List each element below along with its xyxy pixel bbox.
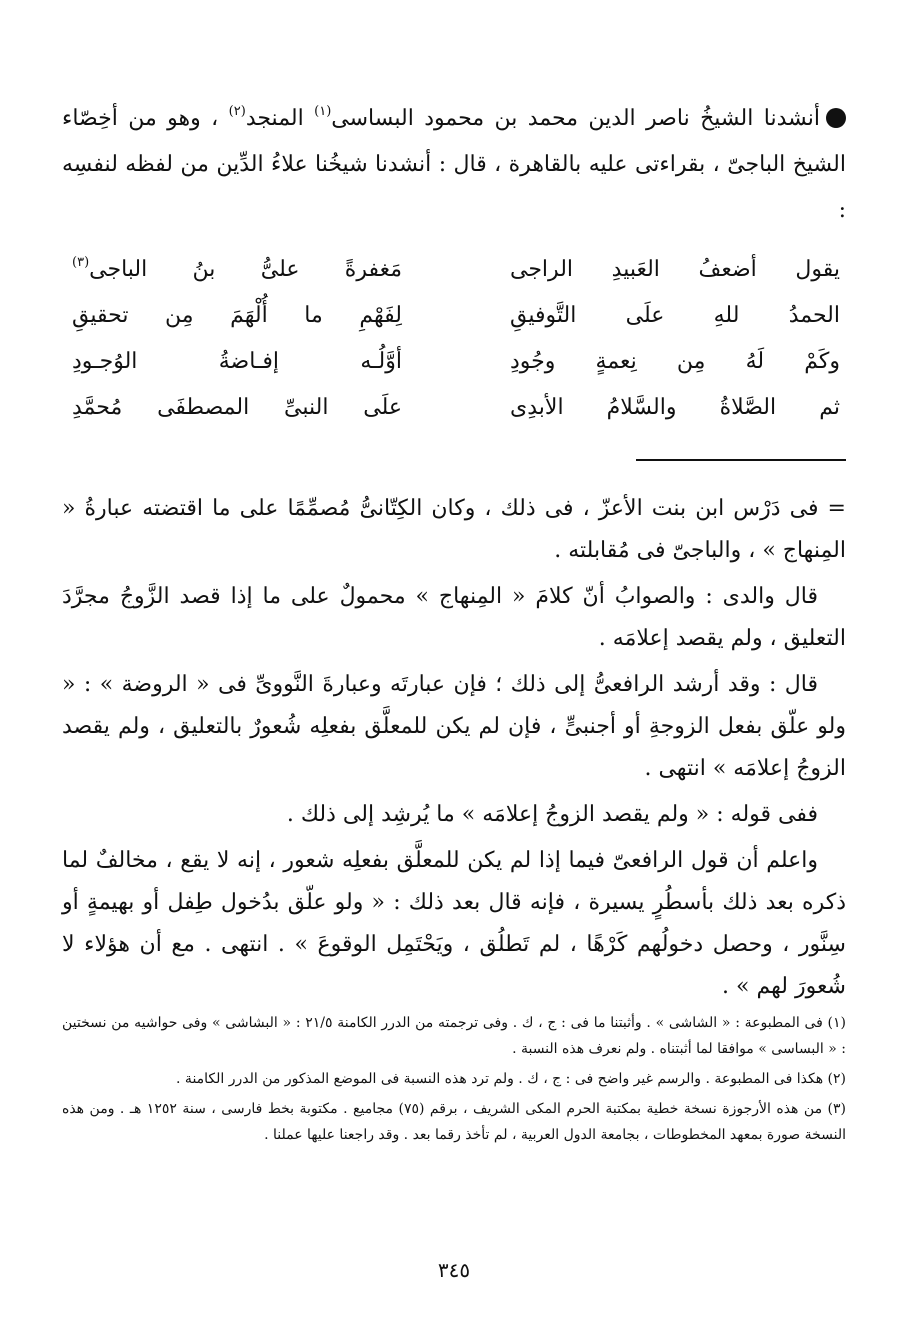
verse-second-hemistich: [72, 254, 402, 282]
verse-second-hemistich: علَى النبىِّ المصطفَى مُحمَّدِ: [72, 394, 402, 420]
verse-second-hemistich: لِفَهْمِ ما أُلْهَمَ مِن تحقيقِ: [72, 302, 402, 328]
footnote-separator-rule: [636, 459, 846, 461]
continued-paragraph: قال : وقد أرشد الرافعىُّ إلى ذلك ؛ فإن عبارتَه وعبارةَ النَّووىِّ فى « الروضة » : « ولو علّق بفعل الزوجةِ أو أجنبىٍّ ، فإن لم يكن للمعلَّق بفعلِه شُعورٌ بالتعليق ، ولم يقصد الزوجُ إعلامَه » انتهى .: [62, 672, 846, 781]
footnote-marker-2[interactable]: (٢): [228, 104, 246, 119]
verse-first-hemistich: وكَمْ لَهُ مِن نِعمةٍ وجُودِ: [510, 348, 840, 374]
footnote-1: (١) فى المطبوعة : « الشاشى » . وأثبتنا ما فى : ج ، ك . وفى ترجمته من الدرر الكامنة ٢١/٥ : « البشاشى » وفى حواشيه من نسختين : « البساسى » موافقا لما أثبتناه . ولم نعرف هذه النسبة .: [62, 1015, 847, 1057]
intro-paragraph: [62, 96, 846, 234]
continued-footnote-text: [62, 488, 846, 1012]
poem-verse: [72, 384, 840, 430]
verse-first-hemistich: الحمدُ للهِ علَى التَّوفيقِ: [510, 302, 840, 328]
bullet-icon: [826, 108, 846, 128]
intro-text-1: أنشدنا الشيخُ ناصر الدين محمد بن محمود البساسى: [331, 106, 821, 131]
footnote-2: (٢) هكذا فى المطبوعة . والرسم غير واضح فى : ج ، ك . ولم ترد هذه النسبة فى الموضع المذكور من الدرر الكامنة .: [176, 1071, 846, 1087]
intro-text-3: ، وهو من أخِصّاء الشيخ الباجىّ ، بقراءتى عليه بالقاهرة ، قال : أنشدنا شيخُنا علاءُ الدِّين من لفظه لنفسِه :: [62, 106, 846, 223]
poem-verse: [72, 338, 840, 384]
intro-text-2: المنجد: [245, 106, 304, 131]
footnotes: [62, 1010, 846, 1152]
verse-second-hemistich: أوَّلُـه إفـاضةُ الوُجـودِ: [72, 348, 402, 374]
page-number: ٣٤٥: [437, 1258, 471, 1282]
footnote-marker-3[interactable]: (٣): [72, 254, 90, 270]
footnote-marker-1[interactable]: (١): [314, 104, 332, 119]
poem-verse: [72, 246, 840, 292]
continued-paragraph: قال والدى : والصوابُ أنّ كلامَ « المِنهاج » محمولٌ على ما إذا قصد الزَّوجُ مجرَّدَ التعليق ، ولم يقصد إعلامَه .: [62, 584, 846, 651]
continued-paragraph: = فى دَرْس ابن بنت الأعزّ ، فى ذلك ، وكان الكِتّانىُّ مُصمِّمًا على ما اقتضته عبارةُ « المِنهاج » ، والباجىّ فى مُقابلته .: [62, 496, 846, 563]
verse-second-hemistich-text: مَغفرةً علىُّ بنُ الباجى: [89, 256, 402, 282]
poem-verse: [72, 292, 840, 338]
poem: [72, 246, 840, 430]
verse-first-hemistich: يقول أضعفُ العَبيدِ الراجى: [510, 256, 840, 282]
continued-paragraph: ففى قوله : « ولم يقصد الزوجُ إعلامَه » ما يُرشِد إلى ذلك .: [286, 802, 818, 827]
continued-paragraph: واعلم أن قول الرافعىّ فيما إذا لم يكن للمعلَّق بفعلِه شعور ، إنه لا يقع ، مخالفٌ لما ذكره بعد ذلك بأسطُرٍ يسيرة ، فإنه قال بعد ذلك : « ولو علّق بدُخول طِفل أو بهيمةٍ أو سِنَّور ، وحصل دخولُهم كَرْهًا ، لم تَطلُق ، ويَحْتَمِل الوقوعَ » . انتهى . مع أن هؤلاء لا شُعورَ لهم » .: [62, 848, 846, 999]
verse-first-hemistich: ثم الصَّلاةُ والسَّلامُ الأبدِى: [510, 394, 840, 420]
footnote-3: (٣) من هذه الأرجوزة نسخة خطية بمكتبة الحرم المكى الشريف ، برقم (٧٥) مجاميع . مكتوبة بخط فارسى ، سنة ١٢٥٢ هـ . ومن هذه النسخة صورة بمعهد المخطوطات ، بجامعة الدول العربية ، لم تأخذ رقما بعد . وقد راجعنا عليها عملنا .: [62, 1101, 846, 1143]
